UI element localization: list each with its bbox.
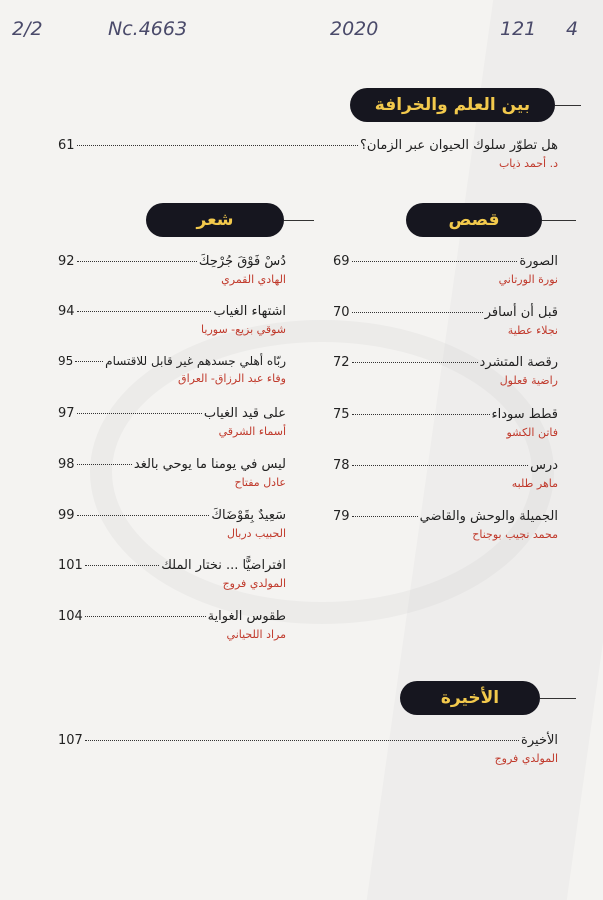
toc-entry-title: سَعِيدٌ بِقَوْضَاكَ (211, 508, 286, 523)
toc-entry-last-1[interactable] (58, 733, 558, 765)
toc-entry-title: الجميلة والوحش والقاضي (419, 509, 558, 524)
toc-entry-author: نجلاء عطية (507, 324, 558, 337)
toc-entry-title: على قيد الغياب (203, 406, 286, 421)
toc-entry-author: المولدي فروج (494, 752, 558, 765)
section-header-science: بين العلم والخرافة (350, 88, 555, 122)
toc-entry-title: قطط سوداء (491, 407, 558, 422)
leader-dots (75, 361, 103, 362)
toc-entry-title: درس (530, 458, 558, 473)
toc-entry-title: الصورة (519, 254, 558, 269)
leader-dots (352, 465, 529, 466)
toc-entry-title: طقوس الغواية (207, 609, 286, 624)
section-header-line (540, 698, 576, 699)
toc-entry-story-3[interactable] (333, 355, 558, 387)
toc-entry-science-1[interactable] (58, 138, 558, 170)
toc-entry-title: رقصة المتشرد (479, 355, 558, 370)
toc-entry-poem-5[interactable] (58, 457, 286, 489)
toc-entry-author: الحبيب دربال (226, 527, 286, 540)
toc-entry-author: فاتن الكشو (506, 426, 558, 439)
leader-dots (352, 312, 483, 313)
section-header-line (542, 220, 576, 221)
toc-entry-author: عادل مفتاح (234, 476, 286, 489)
toc-entry-title: دُسْ فَوْقَ جُرْحِكَ (198, 254, 286, 269)
leader-dots (352, 414, 490, 415)
toc-entry-page: 104 (58, 609, 83, 624)
toc-entry-page: 70 (333, 305, 350, 320)
toc-entry-page: 79 (333, 509, 350, 524)
handwritten-page-note: 2/2 (12, 18, 43, 40)
toc-entry-poem-3[interactable] (58, 354, 286, 385)
section-header-line (555, 105, 581, 106)
section-header-stories: قصص (406, 203, 542, 237)
toc-entry-author: نورة الورتاني (498, 273, 558, 286)
leader-dots (85, 616, 206, 617)
toc-entry-author: المولدي فروج (222, 577, 286, 590)
toc-entry-page: 78 (333, 458, 350, 473)
toc-entry-story-5[interactable] (333, 458, 558, 490)
toc-entry-page: 61 (58, 138, 75, 153)
toc-entry-page: 72 (333, 355, 350, 370)
leader-dots (77, 145, 358, 146)
handwritten-issue: 121 (500, 18, 537, 40)
leader-dots (77, 515, 210, 516)
leader-dots (352, 516, 418, 517)
handwritten-year: 2020 (330, 18, 379, 40)
toc-entry-page: 107 (58, 733, 83, 748)
toc-entry-poem-6[interactable] (58, 508, 286, 540)
handwritten-code: Nc.4663 (108, 18, 188, 40)
toc-entry-poem-4[interactable] (58, 406, 286, 438)
toc-entry-title: ليس في يومنا ما يوحي بالغد (133, 457, 286, 472)
toc-entry-author: الهادي القمري (221, 273, 286, 286)
leader-dots (77, 464, 132, 465)
toc-entry-author: وفاء عبد الرزاق- العراق (178, 372, 286, 385)
toc-entry-title: اشتهاء الغياب (213, 304, 286, 319)
toc-entry-title: هل تطوّر سلوك الحيوان عبر الزمان؟ (360, 138, 558, 153)
toc-entry-poem-1[interactable] (58, 254, 286, 286)
toc-entry-title: الأخيرة (521, 733, 558, 748)
toc-entry-page: 99 (58, 508, 75, 523)
toc-entry-author: راضية قعلول (499, 374, 558, 387)
toc-entry-story-4[interactable] (333, 407, 558, 439)
toc-entry-page: 92 (58, 254, 75, 269)
toc-entry-author: محمد نجيب بوجناح (472, 528, 558, 541)
section-header-line (284, 220, 314, 221)
toc-entry-page: 98 (58, 457, 75, 472)
toc-entry-story-2[interactable] (333, 305, 558, 337)
toc-entry-author: د. أحمد ذياب (498, 157, 558, 170)
leader-dots (77, 413, 202, 414)
toc-entry-author: شوقي بزيع- سوريا (201, 323, 286, 336)
toc-entry-title: قبل أن أسافر (484, 305, 558, 320)
leader-dots (85, 740, 519, 741)
leader-dots (77, 311, 212, 312)
leader-dots (85, 565, 159, 566)
toc-entry-author: ماهر طلبه (511, 477, 558, 490)
toc-entry-title: افتراضيًّا ... نختار الملك (161, 558, 286, 573)
section-header-last: الأخيرة (400, 681, 540, 715)
handwritten-number: 4 (566, 18, 579, 40)
toc-entry-poem-7[interactable] (58, 558, 286, 590)
toc-entry-page: 97 (58, 406, 75, 421)
toc-entry-page: 95 (58, 354, 74, 368)
toc-entry-author: أسماء الشرقي (218, 425, 286, 438)
leader-dots (352, 261, 518, 262)
toc-entry-story-6[interactable] (333, 509, 558, 541)
toc-entry-page: 69 (333, 254, 350, 269)
toc-entry-poem-2[interactable] (58, 304, 286, 336)
toc-entry-page: 94 (58, 304, 75, 319)
section-header-poetry: شعر (146, 203, 284, 237)
toc-entry-story-1[interactable] (333, 254, 558, 286)
toc-entry-page: 75 (333, 407, 350, 422)
leader-dots (77, 261, 197, 262)
leader-dots (352, 362, 478, 363)
toc-entry-title: ربّاه أهلي جسدهم غير قابل للاقتسام (105, 354, 286, 368)
toc-entry-poem-8[interactable] (58, 609, 286, 641)
toc-entry-page: 101 (58, 558, 83, 573)
toc-entry-author: مراد اللحياني (226, 628, 286, 641)
